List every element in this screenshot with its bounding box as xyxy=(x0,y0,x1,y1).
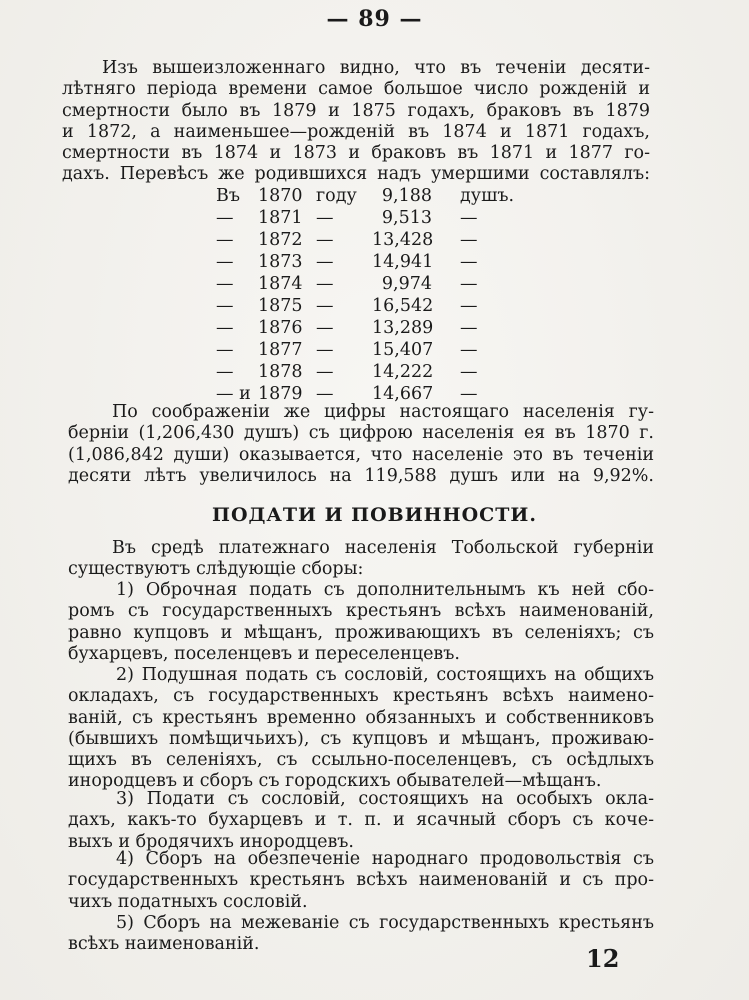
taxes-intro-paragraph xyxy=(68,538,654,581)
text-line: чихъ податныхъ сословій. xyxy=(68,891,308,912)
tax-item-4 xyxy=(68,849,654,913)
row-prefix: — xyxy=(216,274,234,294)
row-word: — xyxy=(316,340,334,360)
row-value: 14,222 xyxy=(372,362,434,382)
row-word: — xyxy=(316,362,334,382)
text-line: 5) Сборъ на межеваніе съ государственныхъ крестьянъ xyxy=(116,913,654,933)
row-word: году xyxy=(316,186,357,206)
text-line: окладахъ, съ государственныхъ крестьянъ всѣхъ наимено- xyxy=(68,686,654,707)
row-unit: — xyxy=(460,340,478,360)
row-prefix: — xyxy=(216,252,234,272)
row-prefix: — xyxy=(216,296,234,316)
row-year: 1875 xyxy=(258,296,303,316)
text-line: смертности въ 1874 и 1873 и браковъ въ 1871 и 1877 го- xyxy=(62,143,650,164)
population-paragraph xyxy=(68,402,654,487)
tax-item-3 xyxy=(68,789,654,853)
text-line: смертности было въ 1879 и 1875 годахъ, браковъ въ 1879 xyxy=(62,100,650,121)
row-prefix: — и xyxy=(216,384,251,404)
row-value: 13,289 xyxy=(372,318,434,338)
row-word: — xyxy=(316,208,334,228)
text-line: существуютъ слѣдующіе сборы: xyxy=(68,559,364,580)
row-word: — xyxy=(316,274,334,294)
row-year: 1871 xyxy=(258,208,303,228)
row-value: 9,974 xyxy=(381,274,432,294)
row-year: 1872 xyxy=(258,230,303,250)
text-line: дахъ, какъ-то бухарцевъ и т. п. и ясачный сборъ съ коче- xyxy=(68,810,654,831)
row-prefix: — xyxy=(216,362,234,382)
row-year: 1873 xyxy=(258,252,303,272)
row-prefix: — xyxy=(216,340,234,360)
text-line: ваній, съ крестьянъ временно обязанныхъ и собственниковъ xyxy=(68,707,654,728)
text-line: По соображеніи же цифры настоящаго населенія гу- xyxy=(112,402,654,422)
row-value: 14,667 xyxy=(372,384,434,404)
row-value: 14,941 xyxy=(372,252,434,272)
intro-paragraph xyxy=(62,58,650,186)
text-line: ромъ съ государственныхъ крестьянъ всѣхъ наименованій, xyxy=(68,601,654,622)
row-word: — xyxy=(316,384,334,404)
text-line: берніи (1,206,430 душъ) съ цифрою населенія ея въ 1870 г. xyxy=(68,423,654,444)
row-year: 1879 xyxy=(258,384,303,404)
text-line: государственныхъ крестьянъ всѣхъ наименованій и съ про- xyxy=(68,870,654,891)
row-word: — xyxy=(316,230,334,250)
text-line: дахъ. Перевѣсъ же родившихся надъ умершими составлялъ: xyxy=(62,164,650,185)
text-line: десяти лѣтъ увеличилось на 119,588 душъ или на 9,92%. xyxy=(68,465,654,486)
row-year: 1870 xyxy=(258,186,303,206)
text-line: лѣтняго періода времени самое большое число рожденій и xyxy=(62,79,650,100)
row-unit: душъ. xyxy=(460,186,515,206)
text-line: Въ средѣ платежнаго населенія Тобольской губерніи xyxy=(112,538,654,558)
text-line: Изъ вышеизложеннаго видно, что въ теченіи десяти- xyxy=(102,58,650,78)
row-value: 9,188 xyxy=(381,186,432,206)
text-line: 4) Сборъ на обезпеченіе народнаго продовольствія съ xyxy=(116,849,654,869)
text-line: равно купцовъ и мѣщанъ, проживающихъ въ селеніяхъ; съ xyxy=(68,622,654,643)
row-year: 1876 xyxy=(258,318,303,338)
row-prefix: — xyxy=(216,230,234,250)
row-year: 1877 xyxy=(258,340,303,360)
text-line: всѣхъ наименованій. xyxy=(68,934,260,955)
row-unit: — xyxy=(460,362,478,382)
row-unit: — xyxy=(460,296,478,316)
page-number: — 89 — xyxy=(326,6,423,32)
row-year: 1874 xyxy=(258,274,303,294)
tax-item-2 xyxy=(68,665,654,793)
row-word: — xyxy=(316,296,334,316)
text-line: 3) Подати съ сословій, состоящихъ на особыхъ окла- xyxy=(116,789,654,809)
row-prefix: Въ xyxy=(216,186,240,206)
text-line: (1,086,842 души) оказывается, что населеніе это въ теченіи xyxy=(68,444,654,465)
text-line: и 1872, а наименьшее—рожденій въ 1874 и 1871 годахъ, xyxy=(62,121,650,142)
row-unit: — xyxy=(460,208,478,228)
signature-mark: 12 xyxy=(586,944,620,973)
row-unit: — xyxy=(460,274,478,294)
row-unit: — xyxy=(460,230,478,250)
row-prefix: — xyxy=(216,318,234,338)
text-line: бухарцевъ, поселенцевъ и переселенцевъ. xyxy=(68,643,460,664)
row-unit: — xyxy=(460,384,478,404)
row-value: 16,542 xyxy=(372,296,434,316)
tax-item-5 xyxy=(68,913,654,956)
row-word: — xyxy=(316,252,334,272)
row-value: 13,428 xyxy=(372,230,434,250)
text-line: (бывшихъ помѣщичьихъ), съ купцовъ и мѣщанъ, проживаю- xyxy=(68,728,654,749)
row-year: 1878 xyxy=(258,362,303,382)
row-value: 15,407 xyxy=(372,340,434,360)
row-word: — xyxy=(316,318,334,338)
text-line: инородцевъ и сборъ съ городскихъ обывателей—мѣщанъ. xyxy=(68,771,602,792)
text-line: выхъ и бродячихъ инородцевъ. xyxy=(68,831,354,852)
row-prefix: — xyxy=(216,208,234,228)
row-unit: — xyxy=(460,252,478,272)
row-value: 9,513 xyxy=(381,208,432,228)
section-title: ПОДАТИ И ПОВИННОСТИ. xyxy=(212,504,537,526)
tax-item-1 xyxy=(68,580,654,665)
text-line: щихъ въ селеніяхъ, съ ссыльно-поселенцевъ, съ осѣдлыхъ xyxy=(68,750,654,771)
text-line: 2) Подушная подать съ сословій, состоящихъ на общихъ xyxy=(116,665,654,685)
text-line: 1) Оброчная подать съ дополнительнымъ къ ней сбо- xyxy=(116,580,654,600)
row-unit: — xyxy=(460,318,478,338)
